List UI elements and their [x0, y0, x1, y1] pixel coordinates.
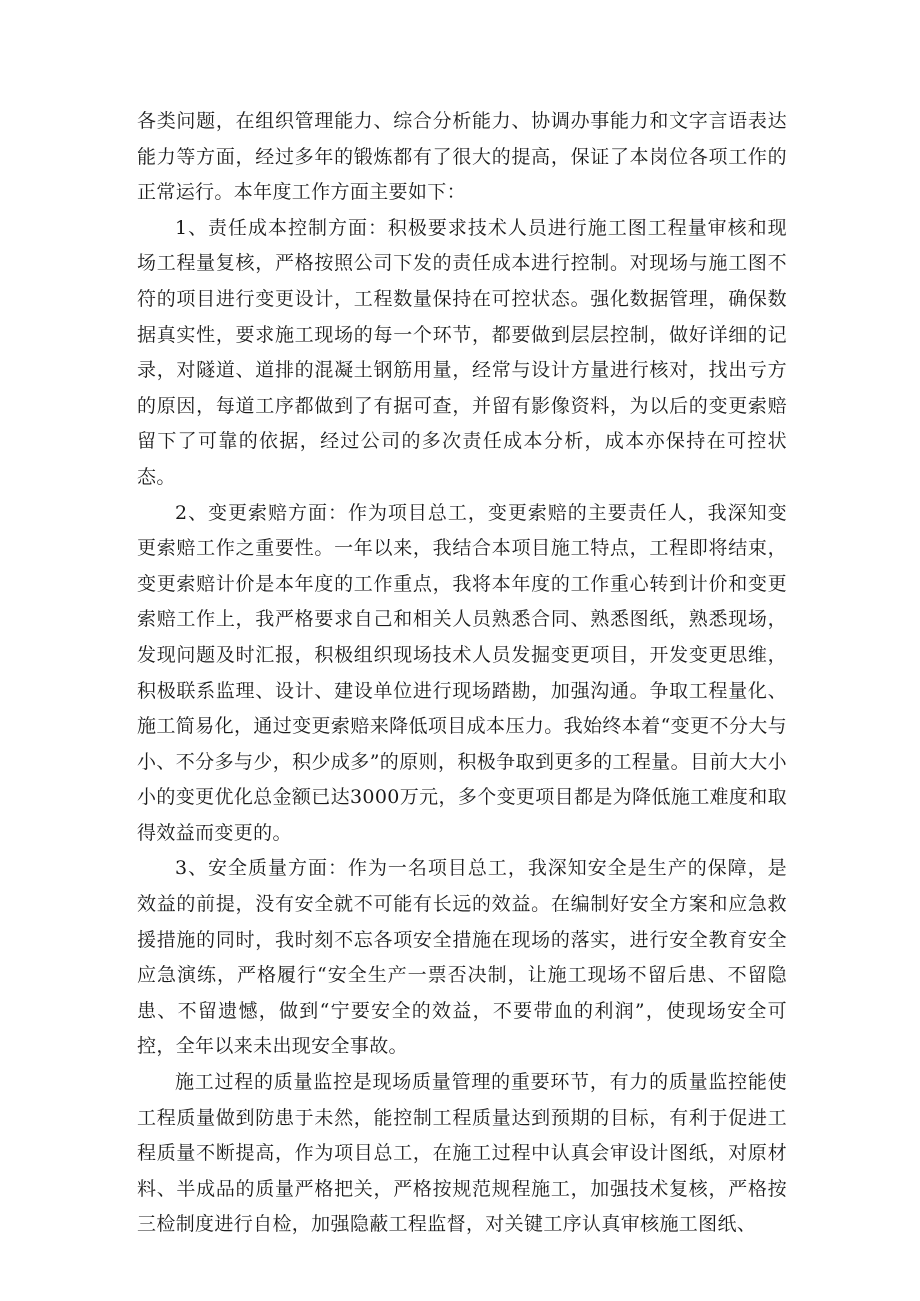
paragraph-change-claims: 2、变更索赔方面：作为项目总工，变更索赔的主要责任人，我深知变更索赔工作之重要性。一年以来，我结合本项目施工特点，工程即将结束，变更索赔计价是本年度的工作重点，我将本年度的工作重心转到计价和变更索赔工作上，我严格要求自己和相关人员熟悉合同、熟悉图纸，熟悉现场，发现问题及时汇报，积极组织现场技术人员发掘变更项目，开发变更思维，积极联系监理、设计、建设单位进行现场踏勘，加强沟通。争取工程量化、施工简易化，通过变更索赔来降低项目成本压力。我始终本着“变更不分大与小、不分多与少，积少成多”的原则，积极争取到更多的工程量。目前大大小小的变更优化总金额已达3000万元，多个变更项目都是为降低施工难度和取得效益而变更的。	[137, 501, 787, 844]
paragraph-intro-continuation: 各类问题，在组织管理能力、综合分析能力、协调办事能力和文字言语表达能力等方面，经过多年的锻炼都有了很大的提高，保证了本岗位各项工作的正常运行。本年度工作方面主要如下：	[137, 110, 787, 204]
paragraph-quality-monitoring: 施工过程的质量监控是现场质量管理的重要环节，有力的质量监控能使工程质量做到防患于未然，能控制工程质量达到预期的目标，有利于促进工程质量不断提高，作为项目总工，在施工过程中认真会审设计图纸，对原材料、半成品的质量严格把关，严格按规范规程施工，加强技术复核，严格按三检制度进行自检，加强隐蔽工程监督，对关键工序认真审核施工图纸、	[137, 1071, 787, 1236]
document-body	[137, 104, 787, 1243]
paragraph-safety-quality: 3、安全质量方面：作为一名项目总工，我深知安全是生产的保障，是效益的前提，没有安全就不可能有长远的效益。在编制好安全方案和应急救援措施的同时，我时刻不忘各项安全措施在现场的落实，进行安全教育安全应急演练，严格履行“安全生产一票否决制，让施工现场不留后患、不留隐患、不留遗憾，做到“宁要安全的效益，不要带血的利润”，使现场安全可控，全年以来未出现安全事故。	[137, 857, 787, 1058]
paragraph-cost-control: 1、责任成本控制方面：积极要求技术人员进行施工图工程量审核和现场工程量复核，严格按照公司下发的责任成本进行控制。对现场与施工图不符的项目进行变更设计，工程数量保持在可控状态。强化数据管理，确保数据真实性，要求施工现场的每一个环节，都要做到层层控制，做好详细的记录，对隧道、道排的混凝土钢筋用量，经常与设计方量进行核对，找出亏方的原因，每道工序都做到了有据可查，并留有影像资料，为以后的变更索赔留下了可靠的依据，经过公司的多次责任成本分析，成本亦保持在可控状态。	[137, 216, 787, 488]
